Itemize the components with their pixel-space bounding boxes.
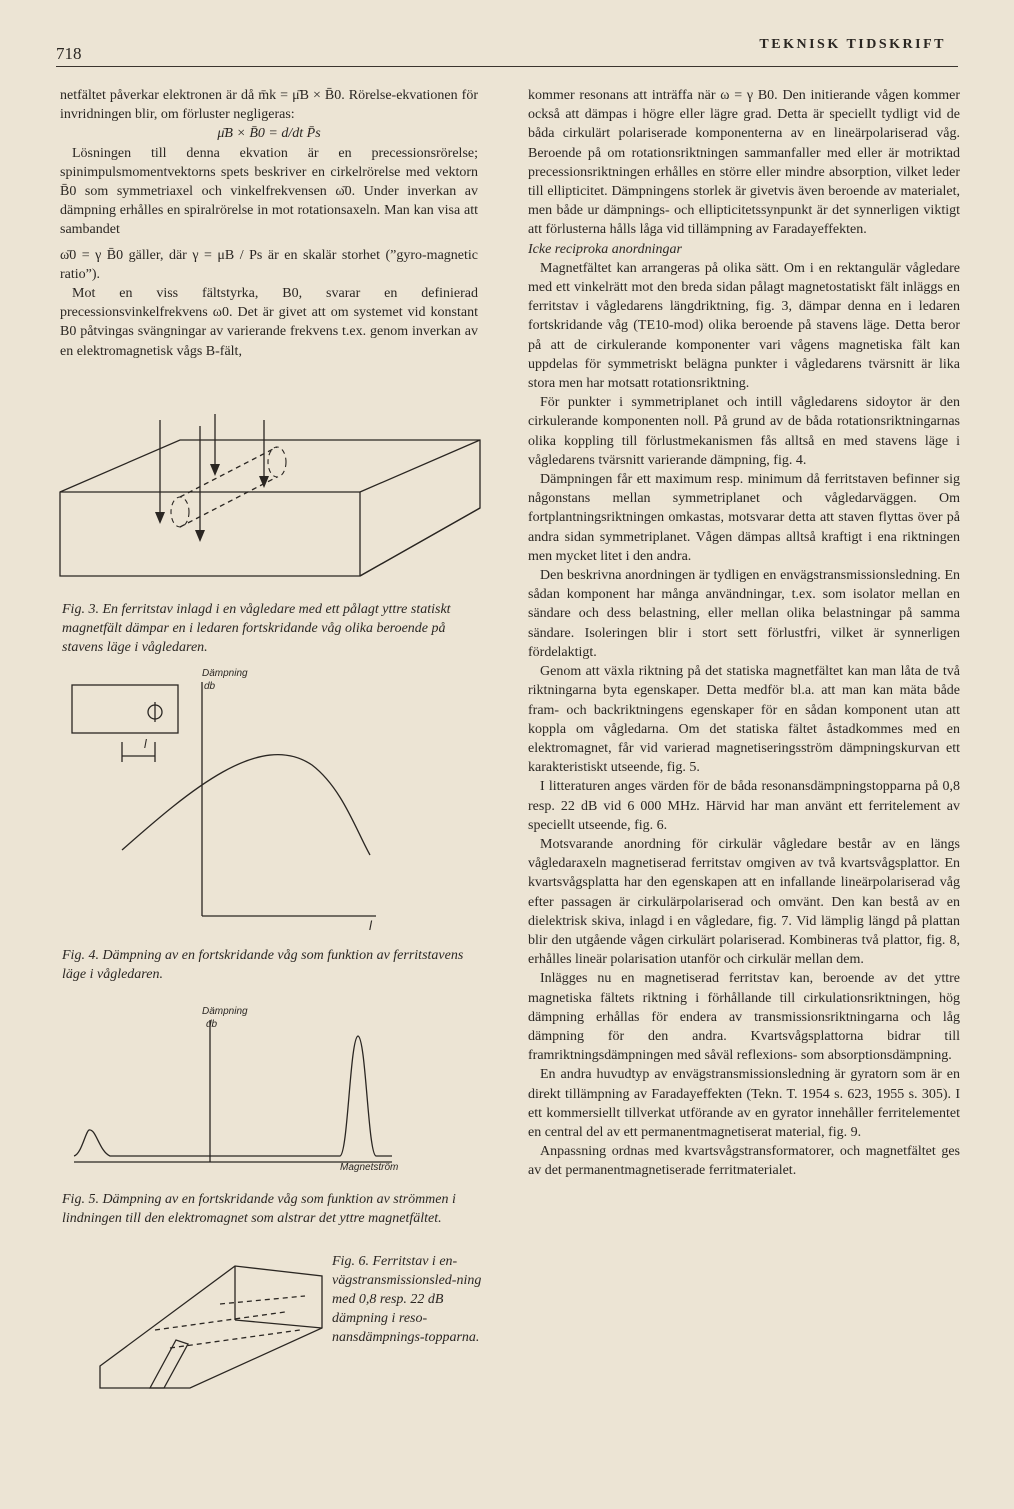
fig5-diagram [60,1018,400,1168]
paragraph: Magnetfältet kan arrangeras på olika sätt. Om i en rektangulär vågledare med ett vinkelrätt mot den breda sidan pålagt magnetostatiskt fält inläggs en ferritstav i vågledarens längdriktning, fig. 3, dämpar denna en i ledaren fortskridande våg (TE10-mod) olika beroende på stavens läge. Detta beror på att de cirkulerande komponenter vari vågens magnetiska fält kan uppdelas för symmetriskt belägna punkter i vågledarens tvärsnitt är lika stora men har motsatt rotationsriktning. [528,260,960,392]
fig4-diagram [60,680,390,940]
paragraph: I litteraturen anges värden för de båda resonansdämpningstopparna på 0,8 resp. 22 dB vid 6 000 MHz. Härvid har man använt ett ferritelement av speciellt utseende, fig. 6. [528,779,960,833]
fig3-caption: Fig. 3. En ferritstav inlagd i en vågledare med ett pålagt yttre statiskt magnetfält dämpar en i ledaren fortskridande våg olika beroende på stavens läge i vågledaren. [62,602,451,655]
paragraph: kommer resonans att inträffa när ω = γ B0. Den initierande vågen kommer också att dämpas i högre eller lägre grad. Detta är speciellt tydligt vid de båda cirkulärt polariserade komponenterna av en lineärpolariserad våg. Beroende på om rotationsriktningen sammanfaller med eller är motriktad precessionsriktningen erhålles en större eller mindre absorption, vilket leder till ellipticitet. Dämpningens storlek är givetvis även beroende av materialet, men både ur dämpnings- och ellipticitetssynpunkt är det synnerligen viktigt att förlusterna hålls låga vid tillämpning av Faradayeffekten. [528,88,960,238]
paragraph: Anpassning ordnas med kvartsvågstransformatorer, och magnetfältet ges av det permanentmagnetiserade ferritmaterialet. [528,1144,960,1179]
formula: μ̄B × B̄0 = d/dt P̄s [217,126,321,142]
fig5-yunit: db [206,1019,218,1030]
ferrite-rod-end [268,447,286,477]
fig5-xlabel: Magnetström [340,1162,399,1173]
fig5-caption: Fig. 5. Dämpning av en fortskridande våg som funktion av strömmen i lindningen till den elektromagnet som alstrar det yttre magnetfältet. [62,1192,456,1226]
waveguide-edge [360,508,480,576]
waveguide-edge [360,440,480,492]
field-arrow-head [155,512,165,524]
paragraph: netfältet påverkar elektronen är då m̄k = μ̄B × B̄0. Rörelse-ekvationen för invridningen blir, om förluster negligeras: [60,88,478,123]
waveguide-top-face [60,440,480,576]
right-column [528,86,960,1181]
fig4-yunit: db [204,681,216,692]
paragraph: Dämpningen får ett maximum resp. minimum då ferritstaven befinner sig någonstans mellan symmetriplanet och vågledarväggen. Om fortplantningsriktningen omkastas, motsvarar detta att staven flyttas över på andra sidan symmetriplanet. Vågen dämpas alltså kraftigt i ena riktningen men mycket litet i den andra. [528,472,960,564]
waveguide-cross-section [72,685,178,733]
ferrite-rod-edge [180,447,277,497]
paragraph: Lösningen till denna ekvation är en precessionsrörelse; spinimpulsmomentvektorns spets beskriver en cirkelrörelse med vektorn B̄0 som symmetriaxel och vinkelfrekvensen ω̄0. Under inverkan av dämpning erhålles en spiralrörelse in mot rotationsaxeln. Man kan visa att sambandet [60,145,478,238]
ferrite-element-hidden-edge [220,1296,305,1304]
paragraph: Den beskrivna anordningen är tydligen en envägstransmissionsledning. En sådan komponent har många användningar, t.ex. som isolator mellan en sändare och dess belastning, eller mellan olika belastningar på samma sändare. Isoleringen blir i stort sett förlustfri, vilket är synnerligen fördelaktigt. [528,568,960,660]
fig5-ylabel: Dämpning [202,1006,248,1017]
fig3-diagram [60,412,480,598]
fig4-inset-label: l [144,737,147,751]
paragraph: Motsvarande anordning för cirkulär vågledare består av en längs vågledaraxeln magnetiserad ferritstav omgiven av två kvartsvågsplattor. En kvartsvågsplatta har den egenskapen att en infallande lineärpolariserad våg efter passagen är cirkulärpolariserad och omvänt. Den kan bestå av en dielektrisk skiva, inlagd i en vågledare, fig. 7. Vid lämplig längd på plattan blir den utgående vågen cirkulärt polariserad. Kombineras två plattor, fig. 8, erhålles lineär polarisation utanför och cirkulär mellan dem. [528,836,960,968]
fig4-caption: Fig. 4. Dämpning av en fortskridande våg som funktion av ferritstavens läge i vågledaren. [62,948,464,982]
attenuation-curve [74,1036,392,1156]
left-column [60,86,478,361]
page-number: 718 [56,44,82,63]
ferrite-element-hidden-edge [155,1312,285,1330]
paragraph: ω̄0 = γ B̄0 gäller, där γ = μB / Ps är en skalär storhet (”gyro-magnetic ratio”). [60,247,478,282]
ferrite-wedge [150,1340,188,1388]
fig6-diagram [60,1248,326,1398]
ferrite-rod-edge [180,477,277,527]
journal-title: TEKNISK TIDSKRIFT [759,37,946,52]
attenuation-curve [122,755,370,855]
paragraph: Genom att växla riktning på det statiska magnetfältet kan man låta de två riktningarna byta egenskaper. Detta medför bl.a. att man kan mäta både fram- och backriktningens egenskaper för en sådan komponent utan att koppla om vågledarna. Om det statiska fältet åstadkommes med en elektromagnet, får vid varierad magnetiseringsström dämpningskurvan ett karakteristiskt utseende, fig. 5. [528,664,960,776]
field-arrow-head [210,464,220,476]
ferrite-rod-end [171,497,189,527]
paragraph: Inlägges nu en magnetiserad ferritstav kan, beroende av det yttre magnetiska fältets riktning i förhållande till cirkulationsriktningen, hög dämpning erhållas för endera av transmissionsriktningarna och låg dämpning för den andra. Kvartsvågsplattorna bidrar till framriktningsdämpningen med såväl reflexions- som absorptionsdämpning. [528,971,960,1064]
ferrite-element-outline [100,1266,322,1388]
field-arrow-head [195,530,205,542]
fig4-xlabel: l [369,918,372,933]
paragraph: För punkter i symmetriplanet och intill vågledarens sidoytor är den cirkulerande komponenten noll. På grund av de båda rotationsriktningarnas olika koppling till förlustmekanismen fås alltså en med stavens läge i vågledarens tvärsnitt varierande dämpning, fig. 4. [528,395,960,468]
header-rule [56,66,958,67]
ferrite-element-edge [235,1320,322,1328]
ferrite-element-hidden-edge [170,1330,300,1348]
paragraph: En andra huvudtyp av envägstransmissionsledning är gyratorn som är en direkt tillämpning av Faradayeffekten (Tekn. T. 1954 s. 623, 1955 s. 305). I ett kommersiellt tillverkat utförande av en gyrator innehåller ferritelementet en central del av ett permanentmagnetiserat material, fig. 9. [528,1067,960,1140]
fig6-caption: Fig. 6. Ferritstav i en-vägstransmissionsled-ning med 0,8 resp. 22 dB dämpning i reso-nansdämpnings-topparna. [332,1254,482,1345]
section-heading: Icke reciproka anordningar [528,241,682,257]
fig4-ylabel: Dämpning [202,668,248,679]
paragraph: Mot en viss fältstyrka, B0, svarar en definierad precessionsvinkelfrekvens ω0. Det är givet att om systemet vid konstant B0 påtvingas svängningar av varierande frekvens t.ex. genom inverkan av en elektromagnetisk vågs B-fält, [60,286,478,359]
